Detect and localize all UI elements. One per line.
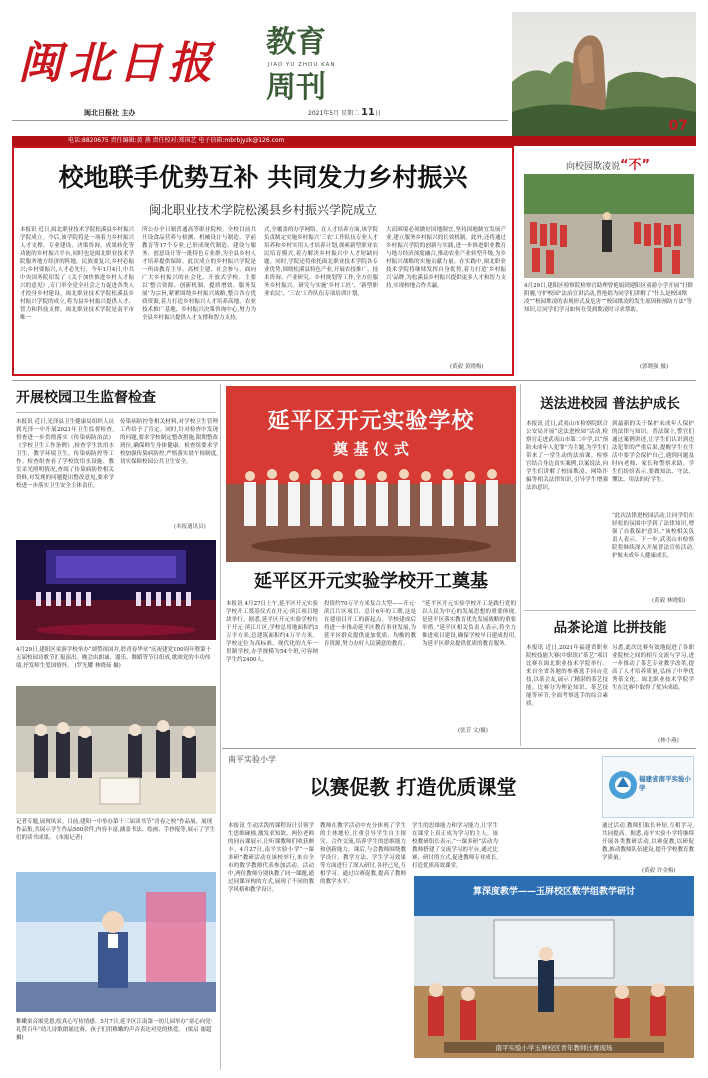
ceremony-photo (226, 386, 516, 562)
divider-h2 (222, 748, 696, 749)
section-cn: 教育 (266, 25, 326, 60)
section-cn2: 周刊 (266, 70, 326, 105)
host-line: 闽北日报社 主办 (84, 109, 136, 117)
kaiyuan-title: 延平区开元实验学校开工奠基 (254, 571, 488, 592)
nanping-col-1: 本报讯 生动活泼的课程设计引领学生思维碰撞,激发求知欲。两位老师的同台课展示,让听课教师们收获颇丰。4月27日,南平实验小学“一课多研”教研活动在该校举行,来自全市的数学教师代表参加活动。活动中,两位教师分别执教了同一课题,通过同课异构的方式,展现了不同的教学风格和教学设计。 (228, 823, 314, 893)
anti-bullying-article (520, 146, 696, 376)
divider-h1 (12, 380, 696, 381)
sendlaw-col-2: 到最新的关于保护未成年人保护的法律与知识。普法课上,警官们通过案例讲述,让学生们认识到违法犯罪的严重后果,提醒学生在生活中要学会保护自己,遇到问题及时向老师、家长和警察求助。学生们纷纷表示,要做知法、守法、懂法、用法的好学生。 (612, 421, 694, 483)
anti-bullying-photo (524, 174, 694, 278)
book-caption-byline: (本报记者) (56, 835, 83, 841)
weekday-line: 星期二 (341, 110, 360, 117)
stage-caption-text: 4月29日,建阳区童游学校举办“颂赞祖国并,聆青春华章”庆祝建党100周年暨第十五届校园诗歌节汇报演出。晚会由朗诵、器乐、舞蹈等节目组成,歌颂党的丰功伟绩,抒发师生爱国情怀。 (16, 647, 212, 669)
sendlaw-title: 送法进校园 普法护成长 (540, 396, 680, 412)
sendlaw-col-1: 本报讯 近日,武夷山市检察院联合公安局开展“送法进校园”活动,检察官走进武夷山市第二中学,以“预防未成年人犯罪”为主题,为学生们带来了一堂生动的法治课。检察官结合身边真实案例,以案说法,向学生们讲解了校园欺凌、网络诈骗等相关法律知识,引导学生增强法治意识。 (526, 421, 608, 491)
nanping-article (224, 752, 696, 1070)
lead-subtitle: 闽北职业技术学院松溪县乡村振兴学院成立 (148, 203, 377, 217)
classroom-photo (414, 876, 694, 1058)
ceremony-banner-title: 延平区开元实验学校 (267, 408, 475, 434)
classroom-illustration (414, 876, 694, 1058)
campus-health-byline: (本报通讯员) (174, 524, 206, 530)
lead-col-3: 式,全覆盖的办学网络。在人才培养方面,该学院负责制定实施乡村振兴‘三农’工作队伍专业人才培养和乡村实用人才培养计划,探索新型职业农民培育模式,着力解决乡村振兴中人才短缺问题。同时,学院还将依托闽北职业技术学院各专业优势,围绕松溪县特色产业,开展农技推广、技术咨询、产业研究、乡村规划等工作,全方位服务乡村振兴。研究与实施‘乡村工匠’、‘新型职业农民’、‘三农’工作队伍专项培训计划。 (264, 227, 378, 297)
lead-title: 校地联手优势互补 共同发力乡村振兴 (58, 163, 468, 192)
classroom-banner: 算深度教学——玉屏校区数学组教学研讨 (472, 887, 635, 897)
sendlaw-article (524, 386, 696, 608)
nanping-kicker: 南平实验小学 (228, 755, 276, 764)
school-yard-illustration (524, 174, 694, 278)
sendlaw-col-3: “此次法律进校园活动,让同学们在轻松的氛围中学到了法律知识,增强了自我保护意识。”该校相关负责人表示。下一步,武夷山市检察院将继续深入开展普法宣传活动,护航未成年人健康成长。 (612, 513, 694, 559)
ceremony-banner-sub: 奠 基 仪 式 (333, 440, 409, 458)
book-exhibit-caption (16, 818, 216, 866)
stage-photo (16, 540, 216, 640)
paper-name: 闽北日报 (18, 38, 218, 89)
section-py: JIAO YU ZHOU KAN (268, 62, 336, 68)
book-exhibit-illustration (16, 686, 216, 814)
lead-col-2: 所公办全日制普通高等职业院校。全校目前共开设食品营养与检测、机械设计与制造、学前教育等17个专业,已形成现代制造、建设与服务、创意设计等一批特色专业群,为全县乡村人才培养提供保障。此次成立的乡村振兴学院是一所由教育主导、高校主建、社会参与、面向广大乡村振兴的社会化、开放式学校。主要以‘整合资源、创新机制、提质增效、服务发展’为宗旨,紧紧围绕乡村振兴战略,整合各方优质资源,着力打造乡村振兴人才培养高地、农业技术推广基地、乡村振兴决策咨询中心,努力为全县乡村振兴提供人才支撑和智力支持。 (142, 227, 256, 321)
anti-bullying-label (520, 154, 696, 172)
kaiyuan-article (226, 566, 516, 744)
day-unit: 日 (374, 110, 381, 117)
recital-illustration (16, 872, 216, 1012)
nanping-col-2: 教师在教学活动中充分体现了学生的主体地位,注重引导学生自主探究、合作交流,培养学生的思维能力和创新能力。课后,与会教师围绕教学设计、教学方法、学生学习效果等方面进行了深入研讨,各抒己见,互相学习。通过以赛促教,提高了教师的教学水平。 (320, 823, 406, 885)
page-number: 07 (668, 118, 688, 134)
jineng-col-2: 另悉,此次比赛有效地促进了各职业院校之间的相互交流与学习,进一步推动了茶艺专业教学改革,提高了人才培养质量,弘扬了中华优秀茶文化。闽北职业技术学院学生在比赛中取得了优异成绩。 (612, 645, 694, 691)
nanping-col-3: 学生的思维能力和学习能力,让学生在课堂上真正成为学习的主人。该校教研组长表示,“一课多研”活动为教师搭建了交流学习的平台,通过比赛、研讨的方式,促进教师专业成长,打造优质高效课堂。 (412, 823, 498, 869)
divider-v2 (520, 384, 521, 746)
book-caption-text: 记者专题,展现风采。日前,建阳一中举办第十三届读书节“青春之校”作品展。展现作品集,共展示学生作品500余件,内容丰富,涵盖书法、绘画、手抄报等,展示了学生们的读书成果。 (16, 819, 215, 841)
divider-h-right (524, 610, 696, 611)
lead-story (12, 146, 514, 376)
nanping-byline: (黄毅 许金梅) (642, 868, 676, 874)
stage-caption-byline: (罗光耀 林晓茹 摄) (74, 663, 121, 669)
masthead-divider (12, 120, 508, 121)
book-exhibit-photo (16, 686, 216, 814)
recital-caption-byline: (梁启 谢超 摄) (16, 1027, 212, 1041)
sendlaw-byline: (黄毅 林晓娟) (652, 598, 686, 604)
stage-photo-caption (16, 646, 216, 678)
school-logo (602, 756, 694, 818)
masthead-landscape-photo (512, 12, 696, 136)
kaiyuan-col-3: “延平区开元实验学校开工是践行党的以人民为中心的发展思想的重要体现,是延平区落实教育优先发展战略的重要举措。”延平区相关负责人表示,将全力推进项目建设,确保学校早日建成投用,为延平区群众提供优质的教育服务。 (422, 601, 516, 647)
jineng-col-1: 本报讯 近日,2021年福建省职业院校技能大赛(中职组)“茶艺”项目比赛在闽北职业技术学院举行。来自全省各地的参赛选手同台竞技,以茶会友,展示了精湛的茶艺技能。比赛分为理论知识、茶艺技能等环节,全面考察选手的综合素质。 (526, 645, 608, 707)
school-logo-text: 福建省南平实验小学 (639, 775, 691, 792)
date-block (308, 108, 388, 120)
lead-col-4: 大而困境必须做好因地制宜,坚持因地制宜发展产业,建立服务乡村振兴的长效机制。此外,还将通过乡村振兴学院的创新与实践,进一步推进职业教育与地方经济深度融合,推动农业产业转型升级,为乡村振兴战略的实施贡献力量。在实践中,闽北职业技术学院将继续发挥自身优势,着力打造‘乡村振兴’品牌,为松溪县乡村振兴提供更多人才和智力支持,实现校地合作共赢。 (386, 227, 506, 289)
campus-health-article (12, 384, 220, 532)
day-num: 11 (360, 107, 375, 118)
campus-health-col-2: 传染病防控等相关材料,对学校卫生管理工作给予了肯定。同时,针对检查中发现的问题,要求学校制定整改措施,限期整改到位,确保师生身体健康。检查组要求学校加强传染病防控,严格落实晨午检制度,切实保障校园公共卫生安全。 (120, 419, 218, 465)
stage-illustration (16, 540, 216, 640)
campus-health-col-1: 本报讯 近日,光泽县卫生健康局组织人员到光泽一中开展2021年卫生监督检查,督查进一步贯彻落实《传染病防治法》《学校卫生工作条例》,检查学生饮用水卫生、教学环境卫生、传染病防控等工作。检查组查看了学校饮用水设施、教室采光照明情况,查阅了传染病防控相关资料,对发现的问题提出整改意见,要求学校进一步落实卫生安全主体责任。 (16, 419, 114, 489)
classroom-caption: 南平实验小学玉屏校区青年教师比赛现场 (444, 1042, 664, 1053)
nanping-title: 以赛促教 打造优质课堂 (309, 775, 517, 799)
anti-bullying-caption: 4月29日,建阳区检察院检察官助理曾艳娟到建阳区童游小学开展“扫除阴霾,守护校园”法治宣讲活动,曾艳娟为同学们讲解了“什么是校园欺凌”“校园欺凌的表现形式及危害”“校园欺凌的发生原因和预防方法”等知识,让同学们学习如何在受到欺凌时寻求帮助。 (524, 283, 694, 313)
anti-bullying-label-cn: 向校园欺凌说 (565, 162, 620, 172)
lead-byline: (黄毅 黄晓梅) (450, 364, 484, 370)
kaiyuan-col-2: 投资约70万平方米复合大型——开元·滨江片区项目、总计6年的工期,这是在建项目开工的新起点。学校建成后将进一步推动延平区教育事业发展,为延平区群众提供更加优质、均衡的教育资源,努力办好人民满意的教育。 (324, 601, 416, 647)
recital-caption-text: 稚嫩童音颂党恩,绘真心写传情感。5月7日,延平区江南第一幼儿园举办“童心向党·礼赞百年”幼儿诗歌朗诵比赛。孩子们用稚嫩的声音表达对党的热爱。 (16, 1019, 213, 1033)
section-title (266, 26, 396, 106)
anti-bullying-label-no: “不” (619, 158, 651, 173)
date-line: 2021年5月 (308, 110, 340, 117)
kaiyuan-byline: (张芳 文/摄) (458, 728, 488, 734)
anti-bullying-byline: (郭晓强 摄) (640, 364, 669, 370)
info-bar: 电话:8820675 责任编辑:黄 燕 责任校对:郑国艺 电子信箱:mbrbjyzk@126.com (12, 136, 696, 146)
masthead (12, 12, 696, 144)
nanping-col-4: 通过活动,教师们取长补短,互相学习,共同提高。据悉,南平实验小学将继续开展各类教研活动,以赛促教,以研促教,推动教师队伍建设,提升学校教育教学质量。 (602, 823, 694, 861)
divider-v1 (220, 384, 221, 1070)
recital-photo (16, 872, 216, 1012)
campus-health-rule (16, 412, 216, 413)
lead-col-1: 本报讯 近日,闽北职业技术学院松溪县乡村振兴学院成立。今后,该学院将是一项着力乡村振兴人才支撑、专业建设、决策咨询、成果转化等功能的乡村振兴平台,同时也是闽北职业技术学院服务地方经济的阵地。民族要复兴,乡村必振兴;乡村要振兴,人才必先行。今年1月4日,中共中央国务院印发了《关于加快推进乡村人才振兴的意见》,专门举全党全社会之力促进各类人才投身乡村建设。闽北职业技术学院松溪县乡村振兴学院的成立,将为县乡村振兴提供人才、智力和科技支撑。闽北职业技术学院是南平市唯一 (20, 227, 134, 321)
recital-caption (16, 1018, 216, 1066)
jineng-byline: (林小燕) (658, 738, 679, 744)
campus-health-title: 开展校园卫生监督检查 (16, 390, 156, 406)
jineng-title: 品茶论道 比拼技能 (553, 620, 667, 636)
jineng-article (524, 612, 696, 746)
kaiyuan-col-1: 本报讯 4月27日上午,延平区开元实验学校开工奠基仪式在开元·滨江项目地块举行。据悉,延平区开元实验学校位于开元·滨江片区,学校总用地面积约3万平方米,总建筑面积约4万平方米。学校定位为高标准、现代化的九年一贯制学校,办学规模为54个班,可容纳学生约2400人。 (226, 601, 318, 663)
